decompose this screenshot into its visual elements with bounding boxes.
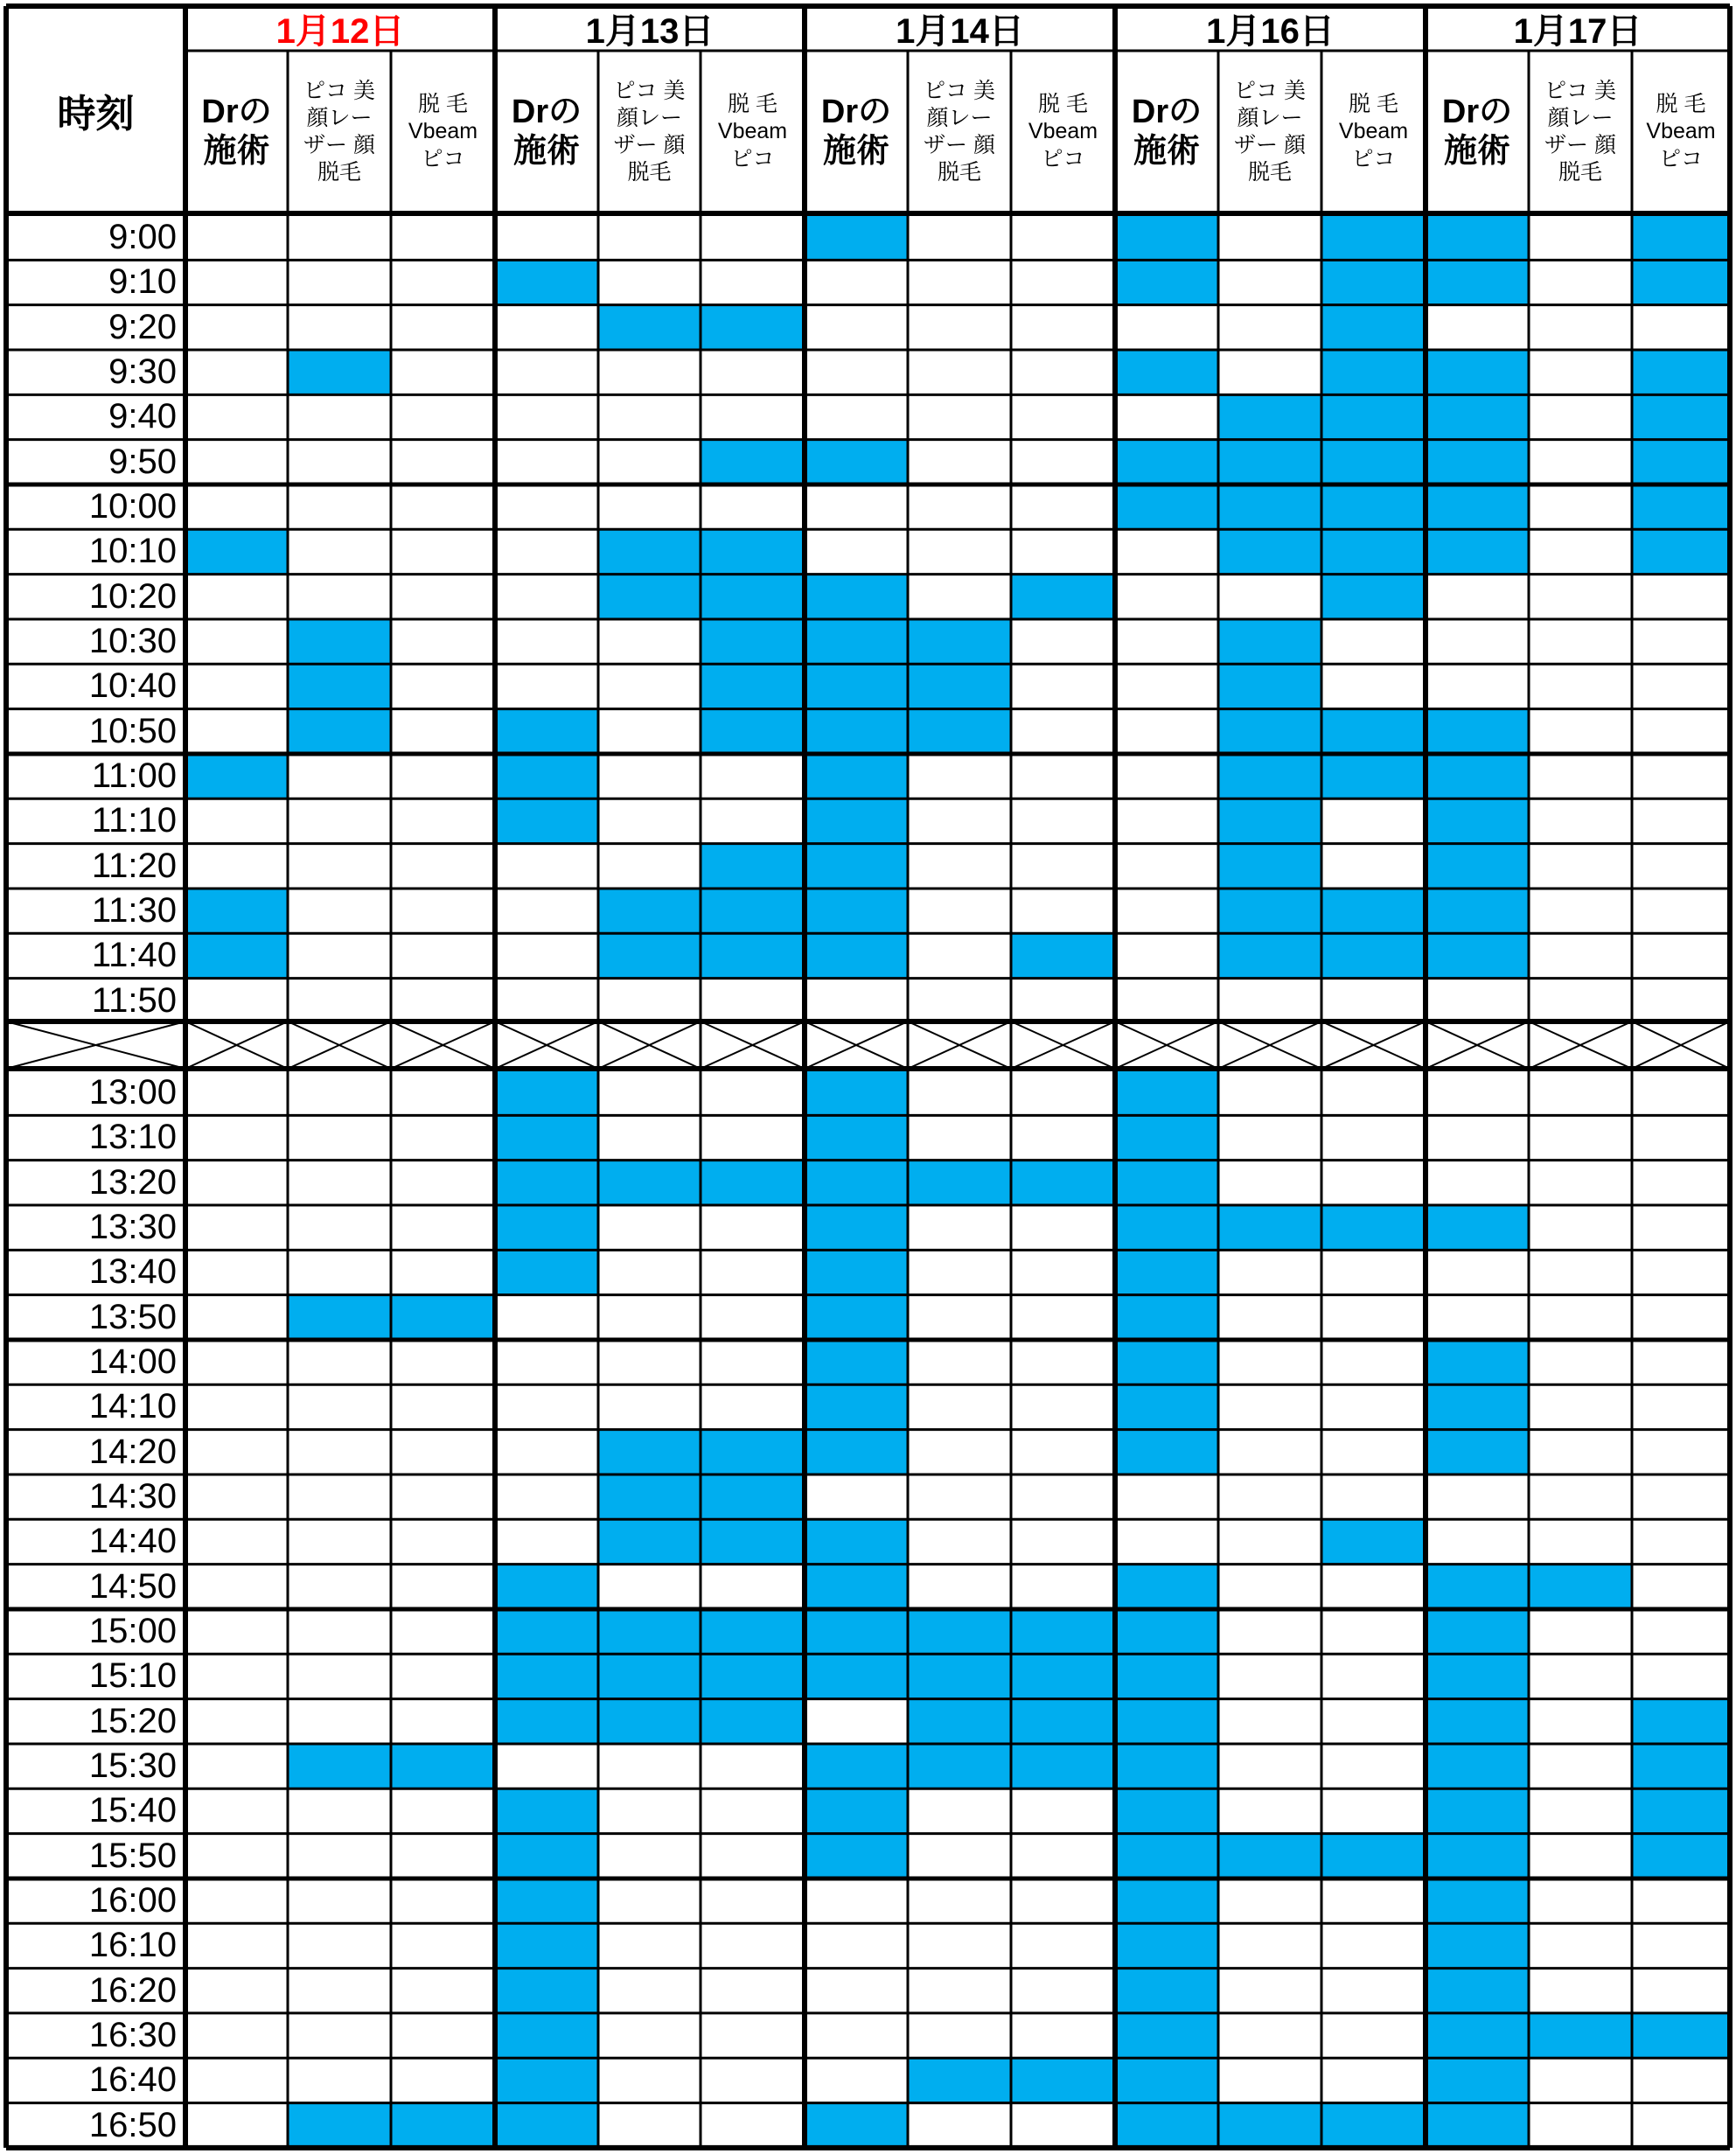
- time-label: 10:50: [88, 711, 177, 750]
- header-line: Vbeam: [408, 119, 478, 144]
- time-label: 15:30: [88, 1746, 177, 1786]
- time-label: 9:20: [108, 307, 177, 346]
- date-header: 1月13日: [585, 12, 715, 51]
- header-line: Drの: [1441, 94, 1513, 131]
- header-line: Drの: [1131, 94, 1203, 131]
- time-label: 14:30: [88, 1477, 177, 1516]
- header-line: 脱毛: [627, 160, 672, 185]
- time-label: 16:20: [88, 1970, 177, 2010]
- time-label: 11:00: [91, 756, 177, 796]
- header-line: ザー 顔: [303, 133, 375, 157]
- time-label: 14:00: [88, 1342, 177, 1382]
- time-label: 13:30: [88, 1208, 177, 1247]
- header-line: ピコ: [730, 146, 775, 171]
- header-line: ピコ 美: [303, 78, 375, 103]
- time-label: 10:10: [88, 532, 177, 571]
- time-label: 15:10: [88, 1656, 177, 1696]
- header-line: ピコ 美: [1234, 78, 1306, 103]
- time-label: 15:50: [88, 1836, 177, 1875]
- header-line: ピコ 美: [613, 78, 686, 103]
- time-label: 13:50: [88, 1297, 177, 1336]
- header-line: Drの: [201, 94, 272, 131]
- header-line: 施術: [203, 133, 270, 170]
- header-line: 脱 毛: [1349, 92, 1398, 117]
- header-line: ピコ 美: [1544, 78, 1616, 103]
- header-line: 脱毛: [317, 160, 361, 185]
- header-line: 脱毛: [1558, 160, 1602, 185]
- time-label: 11:20: [91, 846, 177, 885]
- header-line: ザー 顔: [924, 133, 995, 157]
- time-label: 9:40: [108, 397, 177, 436]
- time-label: 16:40: [88, 2060, 177, 2100]
- header-line: 顔レー: [1237, 105, 1303, 130]
- time-label: 9:30: [108, 352, 177, 392]
- time-label: 16:00: [88, 1881, 177, 1920]
- time-label: 10:20: [88, 576, 177, 616]
- time-label: 11:40: [91, 936, 177, 975]
- header-line: ザー 顔: [1234, 133, 1306, 157]
- header-line: 脱毛: [1247, 160, 1292, 185]
- time-label: 10:30: [88, 622, 177, 661]
- header-line: Vbeam: [1028, 119, 1098, 144]
- header-line: 施術: [1443, 133, 1510, 170]
- header-line: Vbeam: [1646, 119, 1716, 144]
- time-label: 15:00: [88, 1612, 177, 1651]
- header-line: 脱毛: [937, 160, 981, 185]
- time-label: 16:10: [88, 1926, 177, 1965]
- time-label: 13:40: [88, 1252, 177, 1292]
- time-label: 16:30: [88, 2016, 177, 2055]
- date-header: 1月14日: [896, 12, 1024, 51]
- time-header: 時刻: [57, 92, 135, 136]
- header-line: 脱 毛: [1656, 92, 1706, 117]
- header-line: Vbeam: [1338, 119, 1409, 144]
- header-line: ザー 顔: [613, 133, 686, 157]
- time-label: 11:50: [91, 980, 177, 1020]
- header-line: ピコ: [1658, 146, 1703, 171]
- time-label: 9:10: [108, 262, 177, 302]
- time-label: 14:10: [88, 1387, 177, 1426]
- header-line: Drの: [820, 94, 892, 131]
- time-label: 9:00: [108, 218, 177, 257]
- header-line: 顔レー: [1547, 105, 1614, 130]
- time-label: 15:40: [88, 1791, 177, 1830]
- header-line: ピコ: [1041, 146, 1085, 171]
- header-line: ピコ: [1351, 146, 1396, 171]
- header-line: ピコ 美: [924, 78, 995, 103]
- header-line: 顔レー: [926, 105, 993, 130]
- header-line: 施術: [512, 133, 580, 170]
- time-label: 10:00: [88, 487, 177, 526]
- time-label: 14:20: [88, 1432, 177, 1471]
- header-line: 脱 毛: [728, 92, 777, 117]
- time-label: 13:20: [88, 1162, 177, 1202]
- header-line: 脱 毛: [418, 92, 468, 117]
- time-label: 13:10: [88, 1118, 177, 1157]
- date-header: 1月16日: [1206, 12, 1335, 51]
- time-label: 15:20: [88, 1701, 177, 1740]
- date-header: 1月12日: [275, 12, 405, 51]
- time-label: 13:00: [88, 1073, 177, 1112]
- header-line: 施術: [822, 133, 889, 170]
- time-label: 14:40: [88, 1522, 177, 1561]
- time-label: 14:50: [88, 1566, 177, 1606]
- time-label: 10:40: [88, 666, 177, 706]
- time-label: 16:50: [88, 2105, 177, 2144]
- header-line: 顔レー: [616, 105, 682, 130]
- time-label: 11:30: [91, 891, 177, 931]
- header-line: 脱 毛: [1038, 92, 1088, 117]
- time-label: 9:50: [108, 442, 177, 481]
- header-line: ピコ: [421, 146, 465, 171]
- header-line: 顔レー: [306, 105, 373, 130]
- date-header: 1月17日: [1513, 12, 1642, 51]
- time-label: 11:10: [91, 801, 177, 840]
- header-line: Drの: [511, 94, 582, 131]
- header-line: ザー 顔: [1544, 133, 1616, 157]
- header-line: Vbeam: [717, 119, 788, 144]
- header-line: 施術: [1133, 133, 1200, 170]
